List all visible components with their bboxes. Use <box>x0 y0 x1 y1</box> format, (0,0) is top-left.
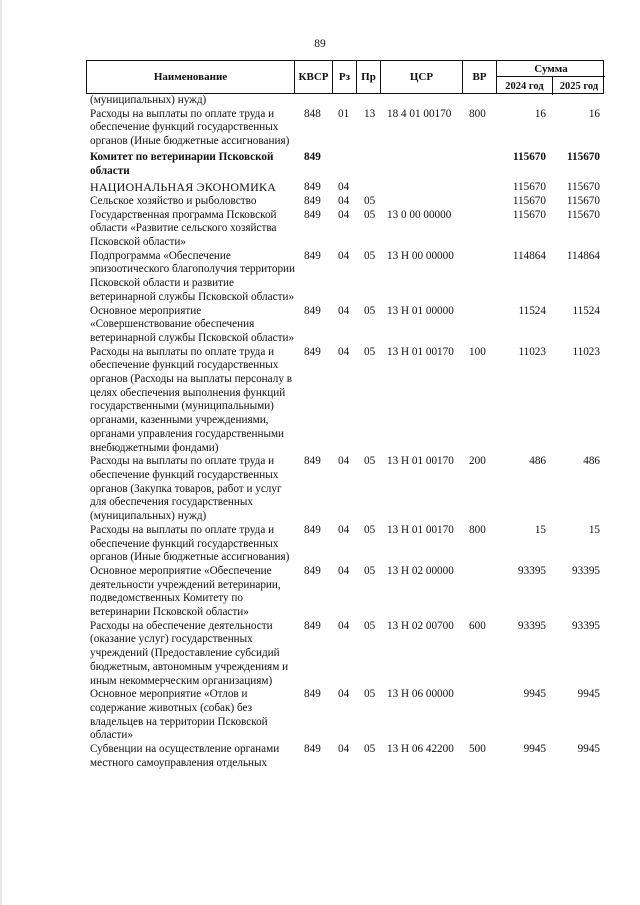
row-s1: 93395 <box>518 619 546 632</box>
table-row <box>90 688 604 743</box>
table-row <box>90 455 604 524</box>
table-row <box>90 181 604 195</box>
row-vr: 200 <box>469 455 486 468</box>
row-kvsr: 849 <box>304 688 321 701</box>
row-s1: 486 <box>529 455 546 468</box>
page-number: 89 <box>314 38 326 50</box>
table-body <box>90 94 604 770</box>
header-sum: Сумма <box>497 61 605 77</box>
row-csr: 13 Н 01 00170 <box>387 345 454 358</box>
row-rz: 04 <box>338 523 350 536</box>
row-name: Государственная программа Псковской области «Развитие сельского хозяйства Псковской области» <box>90 208 277 249</box>
row-kvsr: 849 <box>304 304 321 317</box>
row-name: НАЦИОНАЛЬНАЯ ЭКОНОМИКА <box>90 180 277 195</box>
table-row <box>90 743 604 770</box>
row-csr: 13 0 00 00000 <box>387 208 452 221</box>
row-rz: 04 <box>338 564 350 577</box>
header-year-2025: 2025 год <box>559 80 599 92</box>
row-name: Комитет по ветеринарии Псковской области <box>90 150 274 177</box>
header-pr: Пр <box>357 61 381 93</box>
row-pr: 05 <box>364 688 376 701</box>
row-s2: 16 <box>588 107 600 120</box>
header-rz: Рз <box>333 61 357 93</box>
row-csr: 13 Н 01 00000 <box>387 304 454 317</box>
table-row <box>90 346 604 456</box>
row-s1: 115670 <box>513 150 546 163</box>
row-vr: 500 <box>469 743 486 756</box>
row-s1: 115670 <box>512 194 546 207</box>
row-s2: 9945 <box>577 688 600 701</box>
table-row <box>90 94 604 108</box>
row-kvsr: 849 <box>304 564 321 577</box>
row-pr: 05 <box>364 194 376 207</box>
row-s2: 93395 <box>572 619 600 632</box>
row-vr: 800 <box>469 107 486 120</box>
row-rz: 04 <box>338 194 350 207</box>
row-s1: 15 <box>534 523 546 536</box>
row-kvsr: 849 <box>304 345 321 358</box>
row-kvsr: 849 <box>304 455 321 468</box>
row-pr: 05 <box>364 564 376 577</box>
row-s1: 115670 <box>512 181 546 194</box>
row-rz: 04 <box>338 619 350 632</box>
table-row <box>90 565 604 620</box>
row-name: Расходы на выплаты по оплате труда и обеспечение функций государственных органов (Расходы на выплаты персоналу в целях обеспечения выполнения функций государственными (муниципальными) органами, казенными учреждениями, органами управления государственными внебюджетными фондами) <box>90 345 292 454</box>
header-vr: ВР <box>463 61 497 93</box>
row-pr: 13 <box>364 107 376 120</box>
row-rz: 04 <box>338 455 350 468</box>
header-kvsr: КВСР <box>295 61 333 93</box>
row-s2: 15 <box>588 523 600 536</box>
row-rz: 01 <box>338 107 350 120</box>
row-s1: 9945 <box>523 688 546 701</box>
row-rz: 04 <box>338 688 350 701</box>
header-year-2024: 2024 год <box>497 77 553 95</box>
row-s2: 93395 <box>572 564 600 577</box>
table-row <box>90 250 604 305</box>
row-pr: 05 <box>364 619 376 632</box>
row-kvsr: 849 <box>304 181 321 194</box>
row-name: Расходы на выплаты по оплате труда и обеспечение функций государственных органов (Иные бюджетные ассигнования) <box>90 523 290 564</box>
row-pr: 05 <box>364 304 376 317</box>
row-s1: 11524 <box>518 304 546 317</box>
row-s1: 114864 <box>512 249 546 262</box>
row-s1: 93395 <box>518 564 546 577</box>
row-pr: 05 <box>364 523 376 536</box>
header-csr: ЦСР <box>381 61 463 93</box>
row-vr: 100 <box>469 345 486 358</box>
row-name: Основное мероприятие «Отлов и содержание животных (собак) без владельцев на территории Псковской области» <box>90 688 268 742</box>
row-s1: 9945 <box>523 743 546 756</box>
row-pr: 05 <box>364 455 376 468</box>
row-pr: 05 <box>364 208 376 221</box>
row-csr: 18 4 01 00170 <box>387 107 452 120</box>
row-kvsr: 849 <box>304 249 321 262</box>
row-name: Субвенции на осуществление органами местного самоуправления отдельных <box>90 743 280 769</box>
row-rz: 04 <box>338 304 350 317</box>
row-s2: 486 <box>583 455 600 468</box>
header-name: Наименование <box>87 61 295 93</box>
row-rz: 04 <box>338 249 350 262</box>
row-vr: 800 <box>469 523 486 536</box>
row-s2: 11524 <box>572 304 600 317</box>
row-csr: 13 Н 06 42200 <box>387 743 454 756</box>
table-row <box>90 108 604 149</box>
row-kvsr: 849 <box>304 523 321 536</box>
row-name: Основное мероприятие «Обеспечение деятельности учреждений ветеринарии, подведомственных Комитету по ветеринарии Псковской области» <box>90 564 281 619</box>
table-row <box>90 305 604 346</box>
row-name: Расходы на выплаты по оплате труда и обеспечение функций государственных органов (Иные бюджетные ассигнования) <box>90 107 290 148</box>
row-rz: 04 <box>338 345 350 358</box>
row-rz: 04 <box>338 743 350 756</box>
row-rz: 04 <box>338 181 350 194</box>
row-pr: 05 <box>364 345 376 358</box>
row-kvsr: 849 <box>304 208 321 221</box>
table-row <box>90 524 604 565</box>
row-name: Расходы на выплаты по оплате труда и обеспечение функций государственных органов (Закупка товаров, работ и услуг для обеспечения государственных (муниципальных) нужд) <box>90 455 282 523</box>
row-s2: 115670 <box>566 208 600 221</box>
row-s1: 11023 <box>518 345 546 358</box>
row-name: Основное мероприятие «Совершенствование обеспечения ветеринарной службы Псковской области» <box>90 304 295 344</box>
row-s2: 11023 <box>572 345 600 358</box>
row-s2: 114864 <box>566 249 600 262</box>
row-s2: 115670 <box>566 194 600 207</box>
table-row <box>90 151 604 178</box>
table-row <box>90 195 604 209</box>
table-row <box>90 620 604 689</box>
scan-edge <box>0 0 2 905</box>
row-name: Расходы на обеспечение деятельности (оказание услуг) государственных учреждений (Предоставление субсидий бюджетным, автономным учреждениям и иным некоммерческим организациям) <box>90 619 289 687</box>
row-vr: 600 <box>469 619 486 632</box>
row-rz: 04 <box>338 208 350 221</box>
row-pr: 05 <box>364 249 376 262</box>
row-csr: 13 Н 02 00700 <box>387 619 454 632</box>
row-kvsr: 848 <box>304 107 321 120</box>
row-pr: 05 <box>364 743 376 756</box>
row-csr: 13 Н 02 00000 <box>387 564 454 577</box>
row-name: Сельское хозяйство и рыболовство <box>90 194 257 207</box>
row-name: (муниципальных) нужд) <box>90 94 207 106</box>
row-name: Подпрограмма «Обеспечение эпизоотического благополучия территории Псковской области и развитие ветеринарной службы Псковской области» <box>90 249 296 303</box>
table-row <box>90 209 604 250</box>
row-csr: 13 Н 01 00170 <box>387 455 454 468</box>
row-s1: 115670 <box>512 208 546 221</box>
table-header <box>86 60 604 94</box>
row-csr: 13 Н 00 00000 <box>387 249 454 262</box>
row-csr: 13 Н 01 00170 <box>387 523 454 536</box>
row-s2: 115670 <box>566 181 600 194</box>
row-s2: 115670 <box>567 150 600 163</box>
row-csr: 13 Н 06 00000 <box>387 688 454 701</box>
row-kvsr: 849 <box>304 619 321 632</box>
row-kvsr: 849 <box>304 194 321 207</box>
row-kvsr: 849 <box>304 743 321 756</box>
row-s2: 9945 <box>577 743 600 756</box>
row-kvsr: 849 <box>304 150 321 163</box>
row-s1: 16 <box>534 107 546 120</box>
